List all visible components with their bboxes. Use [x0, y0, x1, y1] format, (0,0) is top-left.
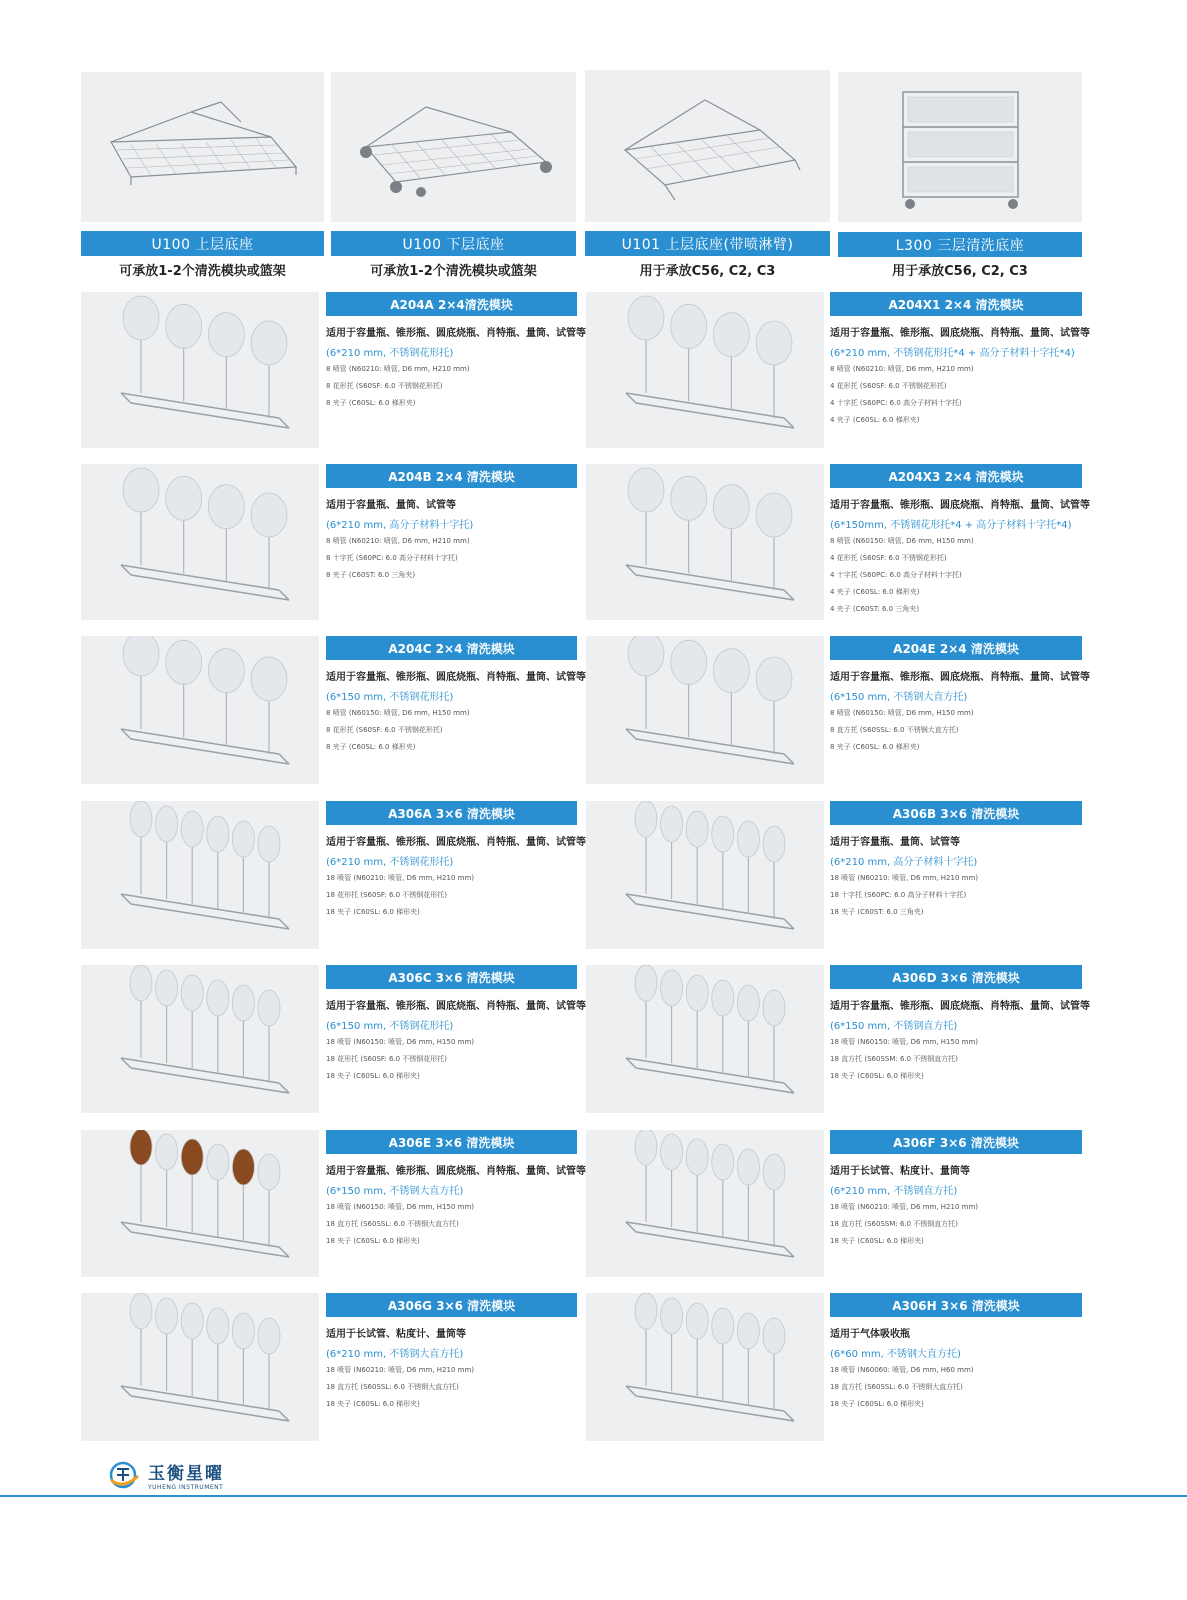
- module-description: 适用于容量瓶、锥形瓶、圆底烧瓶、肖特瓶、量筒、试管等: [326, 1001, 586, 1012]
- module-info: [326, 496, 577, 587]
- base-image-u100-upper: [81, 72, 324, 222]
- module-info: [326, 833, 586, 924]
- upper-rack-icon: [81, 72, 324, 222]
- module-description: 适用于容量瓶、锥形瓶、圆底烧瓶、肖特瓶、量筒、试管等: [830, 672, 1090, 683]
- module-component-line: 18 夹子 (C60SL: 6.0 梯形夹): [326, 1072, 420, 1080]
- washing-module-icon: [586, 464, 824, 620]
- module-component-line: 18 喷管 (N60150: 喷管, D6 mm, H150 mm): [326, 1038, 475, 1046]
- module-title: A204X3 2×4 清洗模块: [830, 464, 1082, 488]
- module-component-line: 4 夹子 (C60ST: 6.0 三角夹): [830, 605, 920, 613]
- module-info: [326, 1162, 586, 1253]
- module-component-line: 8 喷管 (N60210: 喷管, D6 mm, H210 mm): [326, 537, 470, 545]
- module-title: A306D 3×6 清洗模块: [830, 965, 1082, 989]
- module-description: 适用于容量瓶、锥形瓶、圆底烧瓶、肖特瓶、量筒、试管等: [326, 672, 586, 683]
- module-component-line: 18 直方托 (S60SSL: 6.0 不锈钢大直方托): [830, 1383, 963, 1391]
- module-title: A204A 2×4清洗模块: [326, 292, 577, 316]
- module-component-line: 8 夹子 (C60SL: 6.0 梯形夹): [326, 399, 416, 407]
- module-component-line: 4 夹子 (C60SL: 6.0 梯形夹): [830, 588, 920, 596]
- washing-module-icon: [586, 636, 824, 784]
- module-spec: (6*210 mm, 不锈钢花形托): [326, 857, 454, 868]
- module-component-line: 18 夹子 (C60SL: 6.0 梯形夹): [830, 1237, 924, 1245]
- module-component-line: 18 直方托 (S60SSM: 6.0 不锈钢直方托): [830, 1055, 959, 1063]
- module-image: [586, 1130, 824, 1277]
- module-image: [81, 292, 319, 448]
- module-image: [81, 464, 319, 620]
- module-title: A306B 3×6 清洗模块: [830, 801, 1082, 825]
- module-spec: (6*150 mm, 不锈钢花形托): [326, 1021, 454, 1032]
- module-description: 适用于容量瓶、量筒、试管等: [326, 500, 456, 511]
- module-component-line: 8 喷管 (N60210: 喷管, D6 mm, H210 mm): [830, 365, 974, 373]
- washing-module-icon: [81, 464, 319, 620]
- module-component-line: 4 夹子 (C60SL: 6.0 梯形夹): [830, 416, 920, 424]
- module-component-line: 18 夹子 (C60SL: 6.0 梯形夹): [326, 1237, 420, 1245]
- module-description: 适用于容量瓶、锥形瓶、圆底烧瓶、肖特瓶、量筒、试管等: [830, 1001, 1090, 1012]
- washing-module-icon: [586, 801, 824, 949]
- module-description: 适用于容量瓶、锥形瓶、圆底烧瓶、肖特瓶、量筒、试管等: [326, 837, 586, 848]
- module-image: [586, 1293, 824, 1441]
- module-component-line: 8 喷管 (N60150: 喷管, D6 mm, H150 mm): [326, 709, 470, 717]
- module-component-line: 18 喷管 (N60150: 喷管, D6 mm, H150 mm): [830, 1038, 979, 1046]
- module-component-line: 8 十字托 (S60PC: 6.0 高分子材料十字托): [326, 554, 458, 562]
- module-spec: (6*210 mm, 高分子材料十字托): [830, 857, 978, 868]
- module-description: 适用于气体吸收瓶: [830, 1329, 910, 1340]
- module-title: A306F 3×6 清洗模块: [830, 1130, 1082, 1154]
- module-info: [830, 833, 1082, 924]
- base-subtitle-l300: 用于承放C56, C2, C3: [892, 264, 1028, 279]
- module-title: A204X1 2×4 清洗模块: [830, 292, 1082, 316]
- brand-english-name: YUHENG INSTRUMENT: [148, 1484, 224, 1491]
- module-title: A204E 2×4 清洗模块: [830, 636, 1082, 660]
- module-spec: (6*150mm, 不锈钢花形托*4 + 高分子材料十字托*4): [830, 520, 1072, 531]
- module-component-line: 4 花形托 (S60SF: 6.0 不锈钢花形托): [830, 382, 947, 390]
- spray-arm-rack-icon: [585, 70, 830, 222]
- module-component-line: 18 夹子 (C60SL: 6.0 梯形夹): [830, 1400, 924, 1408]
- module-component-line: 4 花形托 (S60SF: 6.0 不锈钢花形托): [830, 554, 947, 562]
- module-info: [830, 324, 1090, 432]
- module-title: A306E 3×6 清洗模块: [326, 1130, 577, 1154]
- module-description: 适用于容量瓶、量筒、试管等: [830, 837, 960, 848]
- washing-module-icon: [81, 292, 319, 448]
- module-component-line: 18 十字托 (S60PC: 6.0 高分子材料十字托): [830, 891, 967, 899]
- module-image: [586, 965, 824, 1113]
- module-title: A306G 3×6 清洗模块: [326, 1293, 577, 1317]
- module-spec: (6*210 mm, 不锈钢花形托*4 + 高分子材料十字托*4): [830, 348, 1075, 359]
- module-title: A204B 2×4 清洗模块: [326, 464, 577, 488]
- module-component-line: 4 十字托 (S60PC: 6.0 高分子材料十字托): [830, 571, 962, 579]
- module-spec: (6*210 mm, 不锈钢花形托): [326, 348, 454, 359]
- module-component-line: 8 直方托 (S60SSL: 6.0 不锈钢大直方托): [830, 726, 959, 734]
- module-component-line: 18 夹子 (C60SL: 6.0 梯形夹): [326, 908, 420, 916]
- base-image-u100-lower: [331, 72, 576, 222]
- module-component-line: 8 喷管 (N60150: 喷管, D6 mm, H150 mm): [830, 709, 974, 717]
- module-component-line: 18 直方托 (S60SSL: 6.0 不锈钢大直方托): [326, 1383, 459, 1391]
- module-info: [830, 668, 1090, 759]
- module-component-line: 8 夹子 (C60SL: 6.0 梯形夹): [830, 743, 920, 751]
- module-info: [830, 496, 1090, 621]
- module-component-line: 18 喷管 (N60210: 喷管, D6 mm, H210 mm): [326, 1366, 475, 1374]
- base-image-l300: [838, 72, 1082, 222]
- washing-module-icon: [81, 636, 319, 784]
- module-component-line: 18 喷管 (N60210: 喷管, D6 mm, H210 mm): [830, 1203, 979, 1211]
- brand-logo: [108, 1459, 224, 1491]
- module-info: [326, 1325, 577, 1416]
- module-description: 适用于长试管、粘度计、量筒等: [830, 1166, 970, 1177]
- base-title-l300: L300 三层清洗底座: [838, 232, 1082, 257]
- module-component-line: 18 直方托 (S60SSM: 6.0 不锈钢直方托): [830, 1220, 959, 1228]
- module-info: [326, 324, 586, 415]
- washing-module-icon: [586, 965, 824, 1113]
- footer-divider: [0, 1495, 1187, 1497]
- module-component-line: 8 喷管 (N60210: 喷管, D6 mm, H210 mm): [326, 365, 470, 373]
- washing-module-icon: [81, 801, 319, 949]
- module-component-line: 18 花形托 (S60SF: 6.0 不锈钢花形托): [326, 891, 448, 899]
- washing-module-icon: [586, 292, 824, 448]
- module-component-line: 18 夹子 (C60SL: 6.0 梯形夹): [326, 1400, 420, 1408]
- module-component-line: 8 花形托 (S60SF: 6.0 不锈钢花形托): [326, 382, 443, 390]
- module-spec: (6*150 mm, 不锈钢直方托): [830, 1021, 958, 1032]
- module-image: [586, 464, 824, 620]
- module-image: [81, 1130, 319, 1277]
- three-tier-rack-icon: [838, 72, 1082, 222]
- module-component-line: 18 喷管 (N60150: 喷管, D6 mm, H150 mm): [326, 1203, 475, 1211]
- brand-name: 玉衡星曜: [148, 1464, 224, 1484]
- module-description: 适用于容量瓶、锥形瓶、圆底烧瓶、肖特瓶、量筒、试管等: [326, 1166, 586, 1177]
- module-title: A306H 3×6 清洗模块: [830, 1293, 1082, 1317]
- module-image: [586, 801, 824, 949]
- module-component-line: 8 花形托 (S60SF: 6.0 不锈钢花形托): [326, 726, 443, 734]
- module-title: A306A 3×6 清洗模块: [326, 801, 577, 825]
- module-description: 适用于长试管、粘度计、量筒等: [326, 1329, 466, 1340]
- base-subtitle-u100-upper: 可承放1-2个清洗模块或篮架: [119, 264, 286, 279]
- module-image: [586, 636, 824, 784]
- washing-module-icon: [81, 965, 319, 1113]
- module-component-line: 18 喷管 (N60210: 喷管, D6 mm, H210 mm): [326, 874, 475, 882]
- module-spec: (6*150 mm, 不锈钢大直方托): [326, 1186, 464, 1197]
- washing-module-icon: [81, 1293, 319, 1441]
- lower-rack-icon: [331, 72, 576, 222]
- washing-module-icon: [586, 1130, 824, 1277]
- module-info: [326, 668, 586, 759]
- module-component-line: 18 花形托 (S60SF: 6.0 不锈钢花形托): [326, 1055, 448, 1063]
- module-title: A306C 3×6 清洗模块: [326, 965, 577, 989]
- module-description: 适用于容量瓶、锥形瓶、圆底烧瓶、肖特瓶、量筒、试管等: [830, 328, 1090, 339]
- base-image-u101-upper: [585, 70, 830, 222]
- washing-module-icon: [586, 1293, 824, 1441]
- module-component-line: 8 夹子 (C60SL: 6.0 梯形夹): [326, 743, 416, 751]
- base-title-u100-lower: U100 下层底座: [331, 231, 576, 256]
- module-description: 适用于容量瓶、锥形瓶、圆底烧瓶、肖特瓶、量筒、试管等: [830, 500, 1090, 511]
- base-title-u100-upper: U100 上层底座: [81, 231, 324, 256]
- module-component-line: 18 夹子 (C60ST: 6.0 三角夹): [830, 908, 924, 916]
- module-info: [326, 997, 586, 1088]
- washing-module-icon: [81, 1130, 319, 1277]
- module-component-line: 18 喷管 (N60210: 喷管, D6 mm, H210 mm): [830, 874, 979, 882]
- module-component-line: 18 喷管 (N60060: 喷管, D6 mm, H60 mm): [830, 1366, 974, 1374]
- base-subtitle-u101-upper: 用于承放C56, C2, C3: [639, 264, 776, 279]
- module-image: [81, 965, 319, 1113]
- module-info: [830, 1162, 1082, 1253]
- module-image: [586, 292, 824, 448]
- module-component-line: 4 十字托 (S60PC: 6.0 高分子材料十字托): [830, 399, 962, 407]
- base-subtitle-u100-lower: 可承放1-2个清洗模块或篮架: [370, 264, 537, 279]
- module-component-line: 18 直方托 (S60SSL: 6.0 不锈钢大直方托): [326, 1220, 459, 1228]
- module-spec: (6*150 mm, 不锈钢花形托): [326, 692, 454, 703]
- yh-logo-icon: [108, 1460, 142, 1490]
- module-spec: (6*210 mm, 高分子材料十字托): [326, 520, 474, 531]
- module-component-line: 8 夹子 (C60ST: 6.0 三角夹): [326, 571, 416, 579]
- module-component-line: 18 夹子 (C60SL: 6.0 梯形夹): [830, 1072, 924, 1080]
- module-image: [81, 1293, 319, 1441]
- module-title: A204C 2×4 清洗模块: [326, 636, 577, 660]
- module-image: [81, 636, 319, 784]
- module-spec: (6*210 mm, 不锈钢直方托): [830, 1186, 958, 1197]
- module-image: [81, 801, 319, 949]
- module-info: [830, 997, 1090, 1088]
- base-title-u101-upper: U101 上层底座(带喷淋臂): [585, 231, 830, 256]
- module-spec: (6*210 mm, 不锈钢大直方托): [326, 1349, 464, 1360]
- module-info: [830, 1325, 1082, 1416]
- module-spec: (6*150 mm, 不锈钢大直方托): [830, 692, 968, 703]
- module-component-line: 8 喷管 (N60150: 喷管, D6 mm, H150 mm): [830, 537, 974, 545]
- module-spec: (6*60 mm, 不锈钢大直方托): [830, 1349, 961, 1360]
- module-description: 适用于容量瓶、锥形瓶、圆底烧瓶、肖特瓶、量筒、试管等: [326, 328, 586, 339]
